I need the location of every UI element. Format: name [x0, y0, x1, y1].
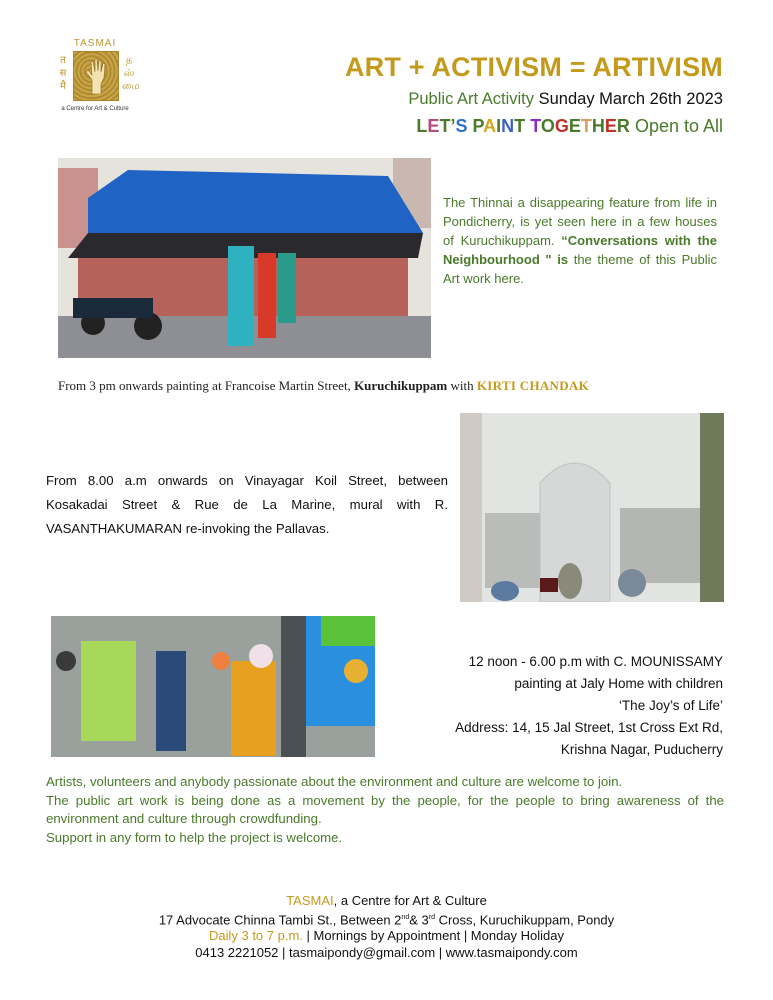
thinnai-house-photo — [58, 158, 431, 358]
paint-letter: L — [416, 116, 428, 136]
paint-letter: T — [580, 116, 592, 136]
subtitle-label: Public Art Activity — [408, 90, 535, 108]
logo-wordmark: TASMAI — [73, 38, 117, 49]
paint-letter: T — [514, 116, 526, 136]
event-venue: painting at Jaly Home with children — [514, 676, 723, 691]
footer-org-suffix: , a Centre for Art & Culture — [333, 893, 487, 908]
address-part: Cross, Kuruchikuppam, Pondy — [434, 911, 615, 927]
paint-letter: G — [554, 116, 569, 136]
paint-letter: S — [455, 116, 468, 136]
paint-letter: P — [472, 116, 484, 136]
vasanthakumaran-event-text: From 8.00 a.m onwards on Vinayagar Koil Street, between Kosakadai Street & Rue de La Marine, mural with R. VASANTHAKUMARAN re-invoking the Pallavas. — [46, 473, 448, 536]
paint-letter: E — [427, 116, 440, 136]
paint-letter: E — [604, 116, 617, 136]
thinnai-description — [443, 193, 717, 288]
footer — [0, 893, 773, 961]
event-theme: ‘The Joy’s of Life’ — [618, 698, 723, 713]
support-line: Support in any form to help the project is welcome. — [46, 829, 343, 845]
paint-letter: ’ — [450, 116, 456, 136]
footer-org — [0, 893, 773, 910]
description-text: The Thinnai a disappearing feature from life in Pondicherry, is yet seen here in a few houses of Kuruchikuppam. — [443, 195, 717, 248]
ordinal-suffix: rd — [428, 913, 435, 921]
footer-address — [0, 910, 773, 929]
lets-paint-together-heading — [416, 116, 630, 136]
kuruchikuppam-event-line — [58, 378, 589, 394]
hand-icon — [73, 51, 119, 101]
footer-hours — [0, 928, 773, 945]
address-part: & 3 — [409, 911, 429, 927]
ordinal-suffix: nd — [401, 913, 410, 921]
paint-letter: T — [530, 116, 541, 136]
footer-contact: 0413 2221052 | tasmaipondy@gmail.com | www.tasmaipondy.com — [195, 944, 578, 960]
event-address-line1: Address: 14, 15 Jal Street, 1st Cross Ext Rd, — [455, 720, 723, 735]
paint-letter: E — [568, 116, 581, 136]
theme-bold-text: “Conversations with the Neighbourhood " is — [443, 233, 717, 267]
event-time-artist: 12 noon - 6.00 p.m with C. MOUNISSAMY — [468, 654, 723, 669]
paint-letter: A — [483, 116, 497, 136]
paint-letter: O — [540, 116, 555, 136]
children-painting-photo — [51, 616, 375, 757]
mounissamy-event — [403, 651, 723, 761]
page-title: ART + ACTIVISM = ARTIVISM — [344, 52, 723, 82]
event-line-with: with — [447, 378, 477, 393]
paint-letter: H — [591, 116, 605, 136]
event-line-prefix: From 3 pm onwards painting at Francoise Martin Street, — [58, 378, 355, 393]
daily-hours: Daily 3 to 7 p.m. — [208, 928, 303, 944]
paint-letter: R — [616, 116, 630, 136]
open-to-all: Open to All — [634, 116, 723, 136]
description-text-end: the theme of this Public Art work here. — [443, 252, 717, 286]
paint-together-line — [416, 116, 723, 137]
event-subtitle — [408, 90, 723, 109]
location-bold: Kuruchikuppam — [354, 378, 448, 393]
mural-wall-photo — [460, 413, 724, 602]
logo-hindi-script: त स मै — [59, 55, 67, 92]
paint-letter: T — [439, 116, 451, 136]
paint-letter: I — [496, 116, 502, 136]
footer-org-name: TASMAI — [286, 893, 334, 908]
movement-line: The public art work is being done as a movement by the people, for the people to bring awareness of the environment and culture through crowdfunding. — [46, 792, 724, 826]
hours-notes: | Mornings by Appointment | Monday Holiday — [302, 928, 565, 944]
tasmai-logo — [50, 38, 140, 120]
address-part: 17 Advocate Chinna Tambi St., Between 2 — [158, 911, 402, 927]
closing-invitation — [46, 773, 724, 847]
event-date: Sunday March 26th 2023 — [538, 90, 723, 108]
event-address-line2: Krishna Nagar, Puducherry — [560, 742, 723, 757]
paint-letter: N — [501, 116, 515, 136]
artist-name: KIRTI CHANDAK — [476, 378, 590, 393]
logo-tagline: a Centre for Art & Culture — [61, 106, 129, 112]
invitation-line: Artists, volunteers and anybody passionate about the environment and culture are welcome to join. — [46, 774, 623, 789]
logo-tamil-script: த ஸ் மை — [122, 55, 140, 92]
